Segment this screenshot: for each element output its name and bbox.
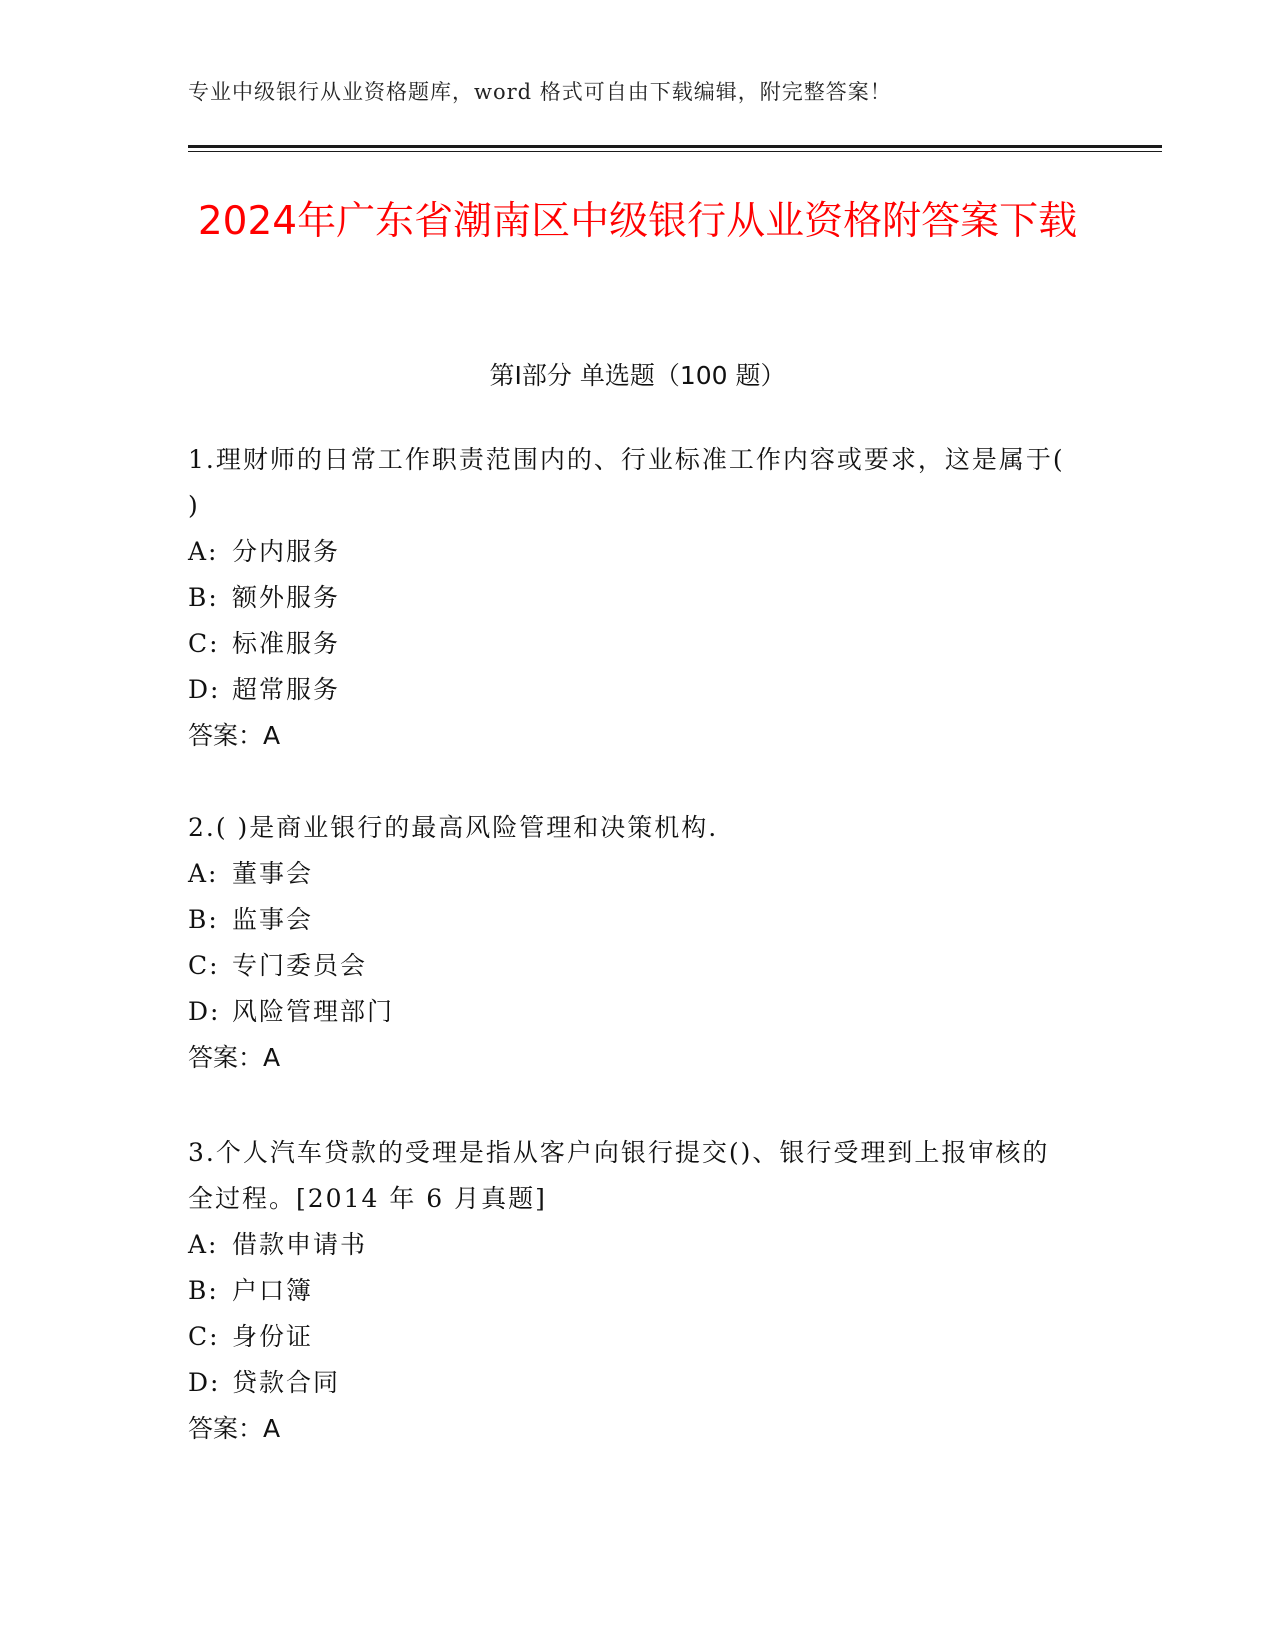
option-text: 户口簿: [232, 1276, 314, 1305]
option-letter: D:: [188, 1368, 221, 1397]
option-letter: A:: [188, 537, 219, 566]
option-text: 专门委员会: [232, 951, 368, 980]
option-letter: B:: [188, 1276, 219, 1305]
answer-line: 答案：A: [188, 1414, 281, 1443]
option-d: [188, 989, 1068, 1035]
answer-line: 答案：A: [188, 721, 281, 750]
header-rule-thick: [188, 145, 1162, 148]
option-c: [188, 943, 1068, 989]
option-letter: A:: [188, 859, 219, 888]
question-stem: 1.理财师的日常工作职责范围内的、行业标准工作内容或要求，这是属于( ): [188, 445, 1065, 520]
option-letter: D:: [188, 997, 221, 1026]
option-letter: A:: [188, 1230, 219, 1259]
option-c: [188, 1314, 1068, 1360]
option-letter: B:: [188, 583, 219, 612]
answer-line: 答案：A: [188, 1043, 281, 1072]
option-text: 贷款合同: [232, 1368, 341, 1397]
option-a: [188, 851, 1068, 897]
question-2: [188, 805, 1068, 1081]
option-a: [188, 529, 1068, 575]
option-text: 监事会: [232, 905, 314, 934]
question-stem: 2.( )是商业银行的最高风险管理和决策机构.: [188, 813, 719, 842]
option-text: 分内服务: [232, 537, 341, 566]
option-d: [188, 667, 1068, 713]
question-1: [188, 437, 1068, 759]
question-3: [188, 1130, 1068, 1452]
option-b: [188, 897, 1068, 943]
option-letter: C:: [188, 629, 220, 658]
section-title: 第Ⅰ部分 单选题（100 题）: [489, 361, 786, 390]
option-text: 董事会: [232, 859, 314, 888]
option-c: [188, 621, 1068, 667]
option-text: 风险管理部门: [232, 997, 395, 1026]
option-text: 身份证: [232, 1322, 314, 1351]
option-a: [188, 1222, 1068, 1268]
option-text: 额外服务: [232, 583, 341, 612]
option-letter: C:: [188, 951, 220, 980]
document-title: 2024年广东省潮南区中级银行从业资格附答案下载: [197, 199, 1078, 244]
header-note: 专业中级银行从业资格题库，word 格式可自由下载编辑，附完整答案！: [188, 80, 892, 104]
option-b: [188, 575, 1068, 621]
option-letter: C:: [188, 1322, 220, 1351]
header-rule-thin: [188, 151, 1162, 152]
option-b: [188, 1268, 1068, 1314]
option-text: 超常服务: [232, 675, 341, 704]
option-letter: D:: [188, 675, 221, 704]
question-stem: 3.个人汽车贷款的受理是指从客户向银行提交()、银行受理到上报审核的全过程。[2014 年 6 月真题]: [188, 1138, 1050, 1213]
option-text: 标准服务: [232, 629, 341, 658]
option-letter: B:: [188, 905, 219, 934]
option-d: [188, 1360, 1068, 1406]
option-text: 借款申请书: [232, 1230, 368, 1259]
